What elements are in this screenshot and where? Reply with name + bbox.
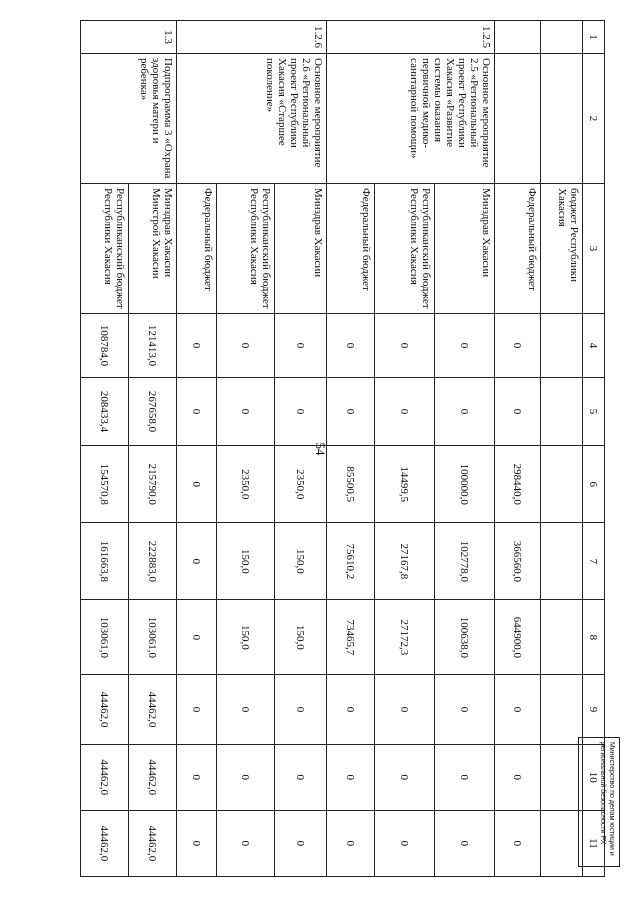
value-cell: 222883,0 xyxy=(129,523,177,600)
value-cell: 0 xyxy=(435,810,495,876)
value-cell: 0 xyxy=(327,810,375,876)
table-frame xyxy=(86,20,605,877)
value-cell: 0 xyxy=(375,675,435,744)
value-cell: 0 xyxy=(495,810,541,876)
value-cell xyxy=(541,377,583,445)
stamp-text: Министерство по делам юстиции и региональной безопасности РХ xyxy=(599,742,615,856)
value-cell: 100000,0 xyxy=(435,446,495,523)
value-cell: 2350,0 xyxy=(217,446,275,523)
value-cell: 0 xyxy=(177,600,217,675)
value-cell: 85500,5 xyxy=(327,446,375,523)
value-cell: 150,0 xyxy=(275,600,327,675)
value-cell: 0 xyxy=(217,314,275,378)
value-cell: 0 xyxy=(177,810,217,876)
value-cell: 0 xyxy=(177,744,217,810)
value-cell: 14499,5 xyxy=(375,446,435,523)
value-cell: 121413,0 xyxy=(129,314,177,378)
value-cell: 0 xyxy=(217,675,275,744)
value-cell: 0 xyxy=(177,446,217,523)
value-cell: 0 xyxy=(275,675,327,744)
value-cell: 644900,0 xyxy=(495,600,541,675)
page-number: 54 xyxy=(313,442,328,456)
value-cell: 44462,0 xyxy=(81,810,129,876)
header-cell: 5 xyxy=(583,377,605,445)
budget-table xyxy=(80,20,605,877)
executor-cell: Республиканский бюджет Республики Хакасия xyxy=(81,184,129,314)
measure-name-cell: Подпрограмма 3 «Охрана здоровья матери и ребенка» xyxy=(81,54,177,184)
value-cell: 0 xyxy=(495,377,541,445)
value-cell: 0 xyxy=(177,377,217,445)
value-cell xyxy=(541,810,583,876)
value-cell: 0 xyxy=(435,675,495,744)
value-cell: 0 xyxy=(177,523,217,600)
value-cell xyxy=(541,675,583,744)
table-row xyxy=(275,21,327,877)
value-cell: 0 xyxy=(375,314,435,378)
value-cell: 44462,0 xyxy=(129,675,177,744)
value-cell: 267658,0 xyxy=(129,377,177,445)
value-cell: 73465,7 xyxy=(327,600,375,675)
table-row xyxy=(541,21,583,877)
value-cell: 103061,0 xyxy=(129,600,177,675)
value-cell: 0 xyxy=(217,810,275,876)
value-cell: 100638,0 xyxy=(435,600,495,675)
header-cell: 3 xyxy=(583,184,605,314)
executor-cell: Республиканский бюджет Республики Хакасия xyxy=(375,184,435,314)
row-number-cell: 1.2.5 xyxy=(327,21,495,54)
value-cell: 0 xyxy=(375,377,435,445)
table-row xyxy=(495,21,541,877)
value-cell: 27172,3 xyxy=(375,600,435,675)
value-cell: 154570,8 xyxy=(81,446,129,523)
header-cell: 8 xyxy=(583,600,605,675)
value-cell: 0 xyxy=(495,744,541,810)
value-cell: 44462,0 xyxy=(129,810,177,876)
executor-cell: бюджет Республики Хакасия xyxy=(541,184,583,314)
measure-name-cell: Основное мероприятие 2.6 «Региональный проект Республики Хакасия «Старшее поколение» xyxy=(177,54,327,184)
value-cell: 0 xyxy=(327,314,375,378)
value-cell: 0 xyxy=(327,675,375,744)
value-cell: 44462,0 xyxy=(81,675,129,744)
value-cell: 108784,0 xyxy=(81,314,129,378)
value-cell: 0 xyxy=(375,810,435,876)
value-cell xyxy=(541,314,583,378)
value-cell: 298440,0 xyxy=(495,446,541,523)
executor-cell: Минздрав Хакасии xyxy=(275,184,327,314)
approval-stamp xyxy=(578,737,620,867)
header-cell: 10 xyxy=(583,744,605,810)
value-cell: 150,0 xyxy=(217,523,275,600)
value-cell xyxy=(541,744,583,810)
header-cell: 9 xyxy=(583,675,605,744)
value-cell: 103061,0 xyxy=(81,600,129,675)
row-number-cell: 1.2.6 xyxy=(177,21,327,54)
value-cell xyxy=(541,446,583,523)
header-cell: 11 xyxy=(583,810,605,876)
executor-cell: Минздрав Хакасии xyxy=(435,184,495,314)
table-row xyxy=(129,21,177,877)
value-cell: 75610,2 xyxy=(327,523,375,600)
value-cell: 0 xyxy=(435,377,495,445)
value-cell: 0 xyxy=(177,314,217,378)
executor-cell: Федеральный бюджет xyxy=(495,184,541,314)
value-cell: 2350,0 xyxy=(275,446,327,523)
value-cell: 150,0 xyxy=(275,523,327,600)
value-cell: 0 xyxy=(217,744,275,810)
executor-cell: Федеральный бюджет xyxy=(177,184,217,314)
value-cell: 0 xyxy=(327,744,375,810)
value-cell: 0 xyxy=(435,314,495,378)
value-cell xyxy=(541,523,583,600)
value-cell: 150,0 xyxy=(217,600,275,675)
rotated-table-container xyxy=(86,20,605,877)
value-cell: 0 xyxy=(275,377,327,445)
table-row xyxy=(435,21,495,877)
value-cell: 102778,0 xyxy=(435,523,495,600)
value-cell: 0 xyxy=(495,314,541,378)
value-cell: 0 xyxy=(275,744,327,810)
header-cell: 7 xyxy=(583,523,605,600)
header-cell: 1 xyxy=(583,21,605,54)
header-cell: 4 xyxy=(583,314,605,378)
executor-cell: Республиканский бюджет Республики Хакасия xyxy=(217,184,275,314)
value-cell: 366560,0 xyxy=(495,523,541,600)
measure-name-cell xyxy=(495,54,541,184)
value-cell: 0 xyxy=(217,377,275,445)
table-body xyxy=(81,21,583,877)
value-cell: 0 xyxy=(177,675,217,744)
value-cell: 44462,0 xyxy=(129,744,177,810)
row-number-cell xyxy=(541,21,583,54)
executor-cell: Минздрав Хакасии Минстрой Хакасии xyxy=(129,184,177,314)
executor-cell: Федеральный бюджет xyxy=(327,184,375,314)
value-cell: 0 xyxy=(275,810,327,876)
value-cell: 27167,8 xyxy=(375,523,435,600)
row-number-cell xyxy=(495,21,541,54)
value-cell: 0 xyxy=(435,744,495,810)
value-cell: 0 xyxy=(495,675,541,744)
value-cell: 0 xyxy=(375,744,435,810)
value-cell: 161663,8 xyxy=(81,523,129,600)
measure-name-cell xyxy=(541,54,583,184)
value-cell: 0 xyxy=(275,314,327,378)
value-cell: 208433,4 xyxy=(81,377,129,445)
header-cell: 6 xyxy=(583,446,605,523)
header-cell: 2 xyxy=(583,54,605,184)
value-cell: 0 xyxy=(327,377,375,445)
row-number-cell: 1.3 xyxy=(81,21,177,54)
value-cell xyxy=(541,600,583,675)
measure-name-cell: Основное мероприятие 2.5 «Региональный проект Республики Хакасия «Развитие системы оказания первичной медико-санитарной помощи» xyxy=(327,54,495,184)
value-cell: 44462,0 xyxy=(81,744,129,810)
value-cell: 215790,0 xyxy=(129,446,177,523)
